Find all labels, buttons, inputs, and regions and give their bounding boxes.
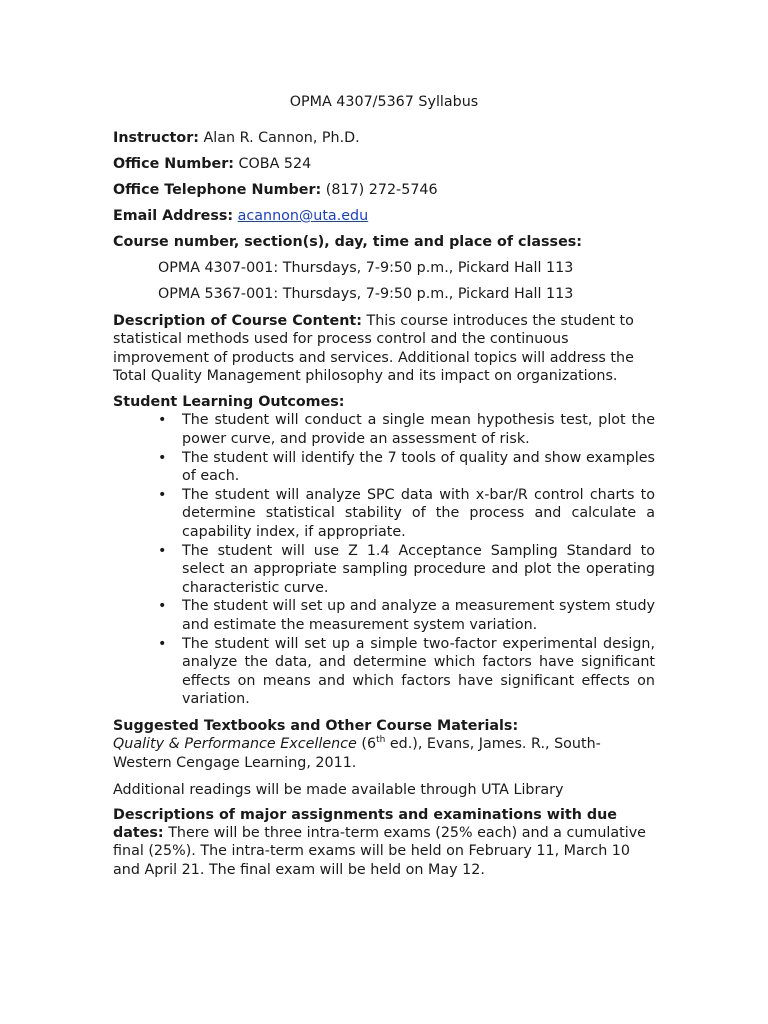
bullet-icon: •: [158, 486, 167, 503]
classes-heading: Course number, section(s), day, time and place of classes:: [113, 234, 582, 250]
email-line: [113, 206, 655, 226]
outcome-text: The student will analyze SPC data with x-bar/R control charts to determine statistical stability of the process and calculate a capability index, if appropriate.: [182, 486, 655, 541]
class-line-4307: OPMA 4307-001: Thursdays, 7-9:50 p.m., Pickard Hall 113: [158, 260, 574, 276]
office-label: Office Number:: [113, 156, 234, 172]
list-item: [113, 486, 655, 542]
list-item: [113, 542, 655, 598]
textbooks-heading: Suggested Textbooks and Other Course Materials:: [113, 717, 519, 734]
description-label: Description of Course Content:: [113, 313, 362, 329]
textbook-title: Quality & Performance Excellence: [113, 736, 357, 753]
outcome-text: The student will identify the 7 tools of quality and show examples of each.: [182, 449, 655, 485]
description-text: This course introduces the student to statistical methods used for process control and the continuous improvement of products and services. Additional topics will address the Total Quality Management philosophy and its impact on organizations.: [113, 313, 634, 384]
course-description: [113, 312, 655, 385]
syllabus-page: [113, 92, 655, 879]
phone-label: Office Telephone Number:: [113, 182, 322, 198]
outcome-text: The student will use Z 1.4 Acceptance Sampling Standard to select an appropriate sampling procedure and plot the operating characteristic curve.: [182, 542, 655, 596]
instructor-line: [113, 128, 655, 148]
textbook-edition-open: (6: [356, 736, 377, 753]
textbooks-section: [113, 717, 655, 772]
document-title: OPMA 4307/5367 Syllabus: [289, 94, 479, 110]
outcome-text: The student will conduct a single mean hypothesis test, plot the power curve, and provide an assessment of risk.: [182, 412, 655, 448]
email-link[interactable]: acannon@uta.edu: [237, 208, 369, 224]
assignments-text: There will be three intra-term exams (25% each) and a cumulative final (25%). The intra-term exams will be held on February 11, March 10 and April 21. The final exam will be held on May 12.: [113, 825, 646, 878]
bullet-icon: •: [158, 412, 167, 429]
list-item: [113, 597, 655, 634]
list-item: [113, 635, 655, 709]
list-item: [113, 449, 655, 486]
outcomes-heading: Student Learning Outcomes:: [113, 394, 345, 411]
email-label: Email Address:: [113, 208, 234, 224]
class-line-5367: OPMA 5367-001: Thursdays, 7-9:50 p.m., Pickard Hall 113: [158, 286, 574, 302]
office-line: [113, 154, 655, 174]
bullet-icon: •: [158, 635, 167, 652]
textbook-citation: [113, 735, 655, 772]
assignments-label: Descriptions of major assignments and examinations with due dates:: [113, 806, 617, 842]
instructor-label: Instructor:: [113, 130, 199, 146]
additional-readings: Additional readings will be made available through UTA Library: [113, 781, 564, 798]
bullet-icon: •: [158, 598, 167, 615]
textbook-edition-sup: th: [376, 735, 386, 746]
outcomes-list: [113, 411, 655, 709]
bullet-icon: •: [158, 542, 167, 559]
list-item: [113, 411, 655, 448]
phone-line: [113, 180, 655, 200]
assignments-section: [113, 806, 655, 879]
outcome-text: The student will set up and analyze a measurement system study and estimate the measurement system variation.: [182, 598, 655, 634]
textbook-details: ed.), Evans, James. R., South-Western Cengage Learning, 2011.: [113, 736, 601, 771]
bullet-icon: •: [158, 449, 167, 466]
instructor-value: Alan R. Cannon, Ph.D.: [203, 130, 360, 146]
phone-value: (817) 272-5746: [325, 182, 438, 198]
outcome-text: The student will set up a simple two-factor experimental design, analyze the data, and determine which factors have significant effects on means and which factors have significant effects on variation.: [182, 635, 655, 708]
office-value: COBA 524: [238, 156, 312, 172]
